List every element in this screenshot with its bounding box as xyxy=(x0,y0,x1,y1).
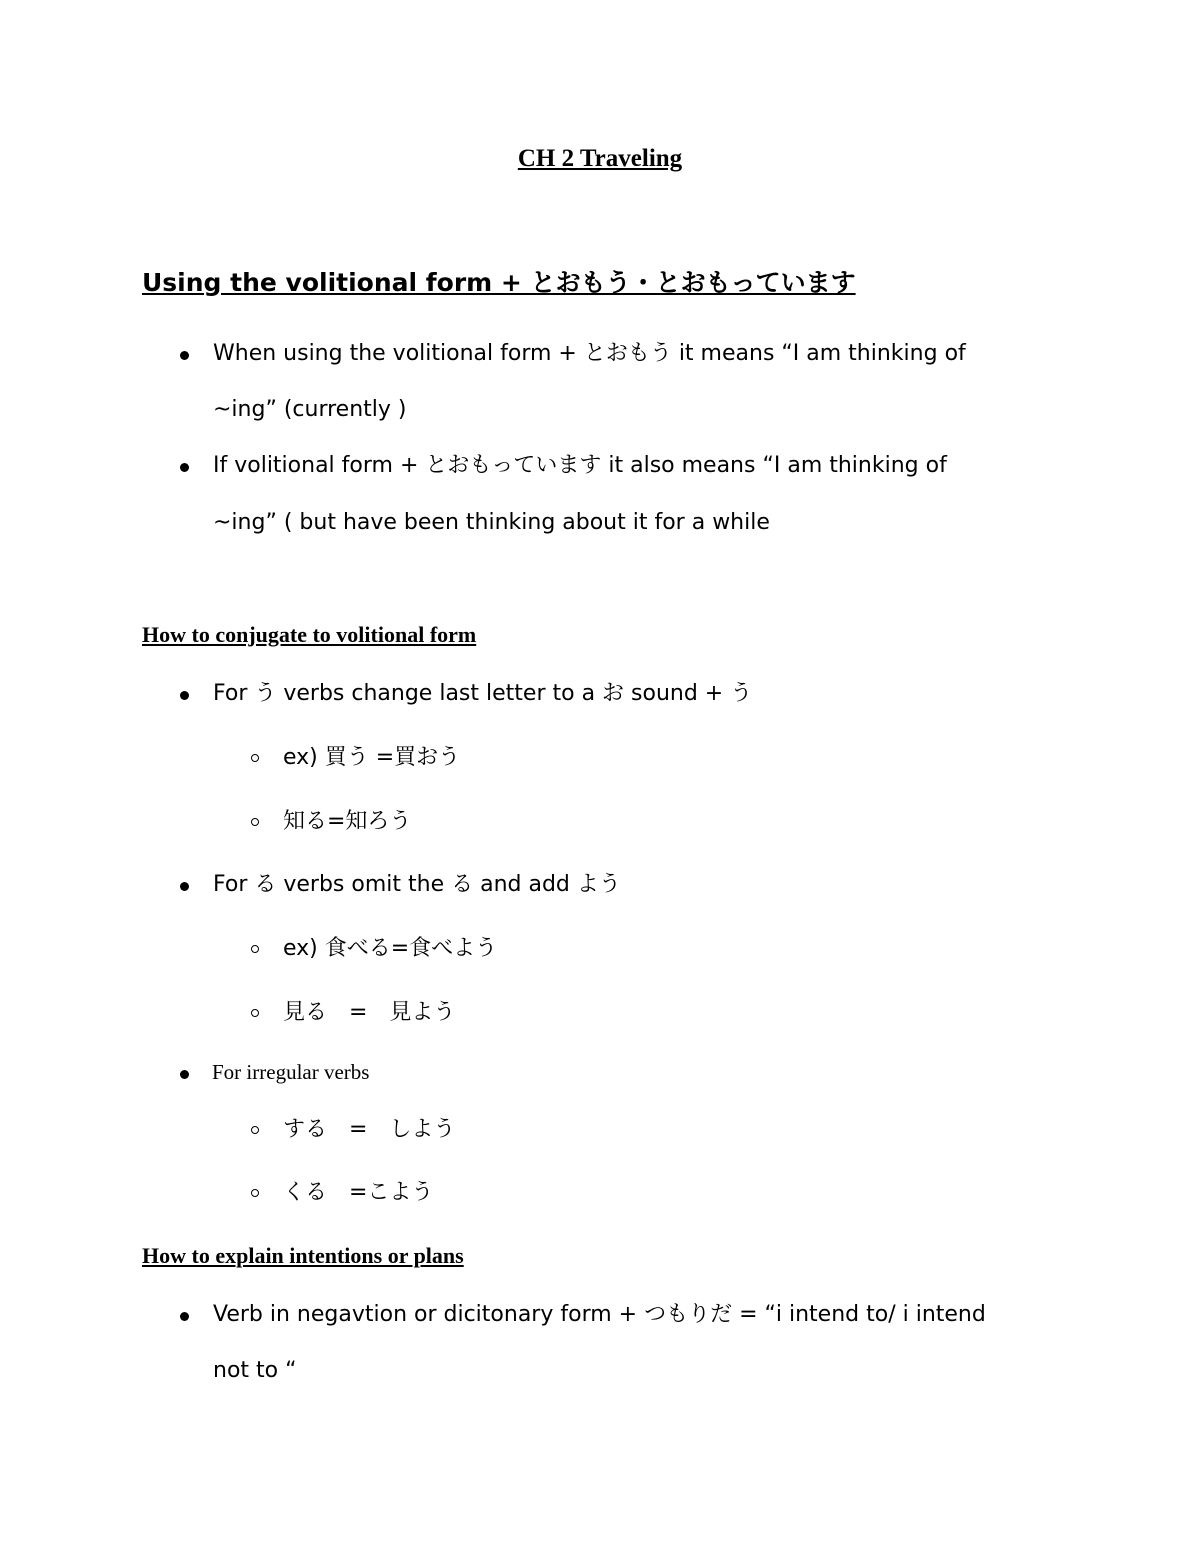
bullet-u-verbs: For う verbs change last letter to a お sound + う xyxy=(213,681,753,706)
example-kau: ex) 買う =買おう xyxy=(283,745,461,770)
bullet-dot xyxy=(180,1312,189,1321)
bullet-dot xyxy=(180,1070,189,1079)
bullet-omou-line2: ~ing” (currently ) xyxy=(213,397,407,422)
sub-bullet-circle xyxy=(251,818,259,826)
bullet-omotteimasu-line2: ~ing” ( but have been thinking about it for a while xyxy=(213,510,770,535)
document-title: CH 2 Traveling xyxy=(517,145,683,172)
sub-bullet-circle xyxy=(251,1009,259,1017)
sub-bullet-circle xyxy=(251,1189,259,1197)
example-kuru: くる =こよう xyxy=(283,1180,434,1205)
bullet-tsumori-line1: Verb in negavtion or dicitonary form + つもりだ = “i intend to/ i intend xyxy=(213,1302,986,1327)
example-miru: 見る = 見よう xyxy=(283,1000,456,1025)
bullet-ru-verbs: For る verbs omit the る and add よう xyxy=(213,872,621,897)
example-suru: する = しよう xyxy=(283,1117,456,1142)
bullet-omou-line1: When using the volitional form + とおもう it means “I am thinking of xyxy=(213,341,966,366)
bullet-dot xyxy=(180,882,189,891)
bullet-dot xyxy=(180,463,189,472)
section-heading-intentions: How to explain intentions or plans xyxy=(142,1243,464,1268)
bullet-irregular-verbs: For irregular verbs xyxy=(212,1060,370,1084)
example-taberu: ex) 食べる=食べよう xyxy=(283,936,498,961)
sub-bullet-circle xyxy=(251,1126,259,1134)
sub-bullet-circle xyxy=(251,945,259,953)
bullet-dot xyxy=(180,691,189,700)
bullet-dot xyxy=(180,351,189,360)
bullet-tsumori-line2: not to “ xyxy=(213,1358,297,1383)
section-heading-conjugate: How to conjugate to volitional form xyxy=(142,622,477,647)
section-heading-volitional-omou: Using the volitional form + とおもう・とおもっています xyxy=(142,268,856,297)
example-shiru: 知る=知ろう xyxy=(283,809,412,834)
bullet-omotteimasu-line1: If volitional form + とおもっています it also means “I am thinking of xyxy=(213,453,947,478)
sub-bullet-circle xyxy=(251,754,259,762)
